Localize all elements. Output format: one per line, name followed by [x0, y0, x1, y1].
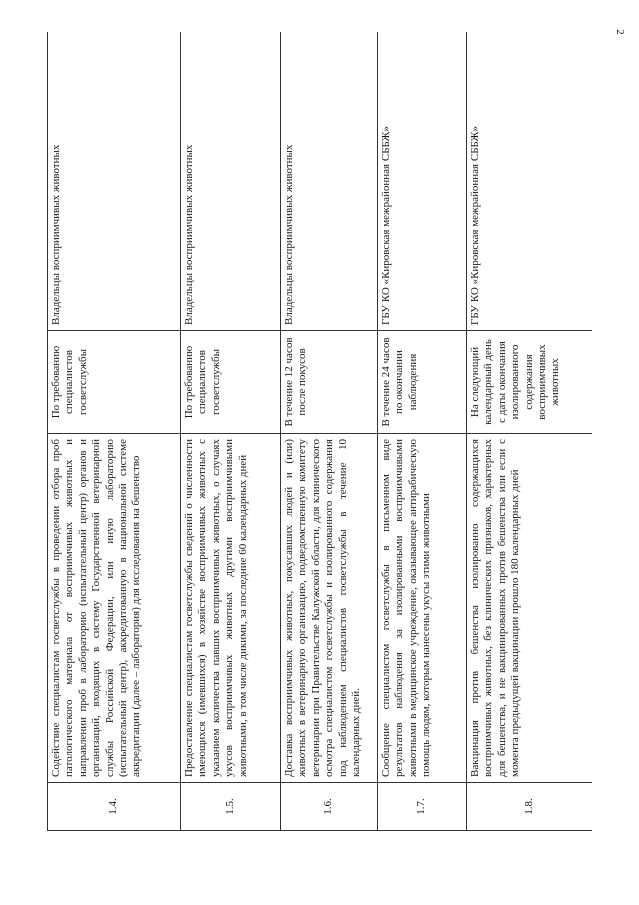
measure-description: Содействие специалистам госветслужбы в проведении отбора проб патологического материала от восприимчивых животных и направлении проб в лабораторию (испытательный центр) органов и организаций, входящих в систему Государственной ветеринарной службы Российской Федерации, или иную лабораторию (испытательный центр), аккредитованную в национальной системе аккредитации (далее – лаборатория) для исследования на бешенство [48, 434, 181, 783]
measure-responsible: Владельцы восприимчивых животных [181, 32, 281, 331]
measure-responsible: ГБУ КО «Кировская межрайонная СББЖ» [467, 32, 593, 331]
measure-responsible: Владельцы восприимчивых животных [281, 32, 378, 331]
measure-description: Предоставление специалистам госветслужбы сведений о численности имеющихся (имевшихся) в хозяйстве восприимчивых животных с указанием количества павших восприимчивых животных, о случаях укусов восприимчивых животных другими восприимчивыми животными, в том числе дикими, за последние 60 календарных дней [181, 434, 281, 783]
measure-term: На следующий календарный день с даты окончания изолированного содержания восприимчивых животных [467, 331, 593, 434]
row-number: 1.6. [281, 783, 378, 831]
table-row [48, 32, 181, 831]
row-number: 1.5. [181, 783, 281, 831]
measure-term: По требованию специалистов госветслужбы [48, 331, 181, 434]
table-row [378, 32, 467, 831]
measure-description: Вакцинация против бешенства изолированно содержащихся восприимчивых животных, без клинических признаков, характерных для бешенства, и не вакцинированных против бешенства или если с момента предыдущей вакцинации прошло 180 календарных дней [467, 434, 593, 783]
measure-responsible: Владельцы восприимчивых животных [48, 32, 181, 331]
row-number: 1.4. [48, 783, 181, 831]
measure-description: Сообщение специалистом госветслужбы в письменном виде результатов наблюдения за изолированными восприимчивыми животными в медицинское учреждение, оказывающее антирабическую помощь людям, которым нанесены укусы этими животными [378, 434, 467, 783]
measure-term: В течение 24 часов по окончании наблюдения [378, 331, 467, 434]
measures-table [47, 32, 592, 831]
measure-term: По требованию специалистов госветслужбы [181, 331, 281, 434]
rotated-table-viewport [47, 32, 592, 831]
rotated-table-wrapper [47, 32, 592, 831]
row-number: 1.8. [467, 783, 593, 831]
row-number: 1.7. [378, 783, 467, 831]
table-row [467, 32, 593, 831]
measure-description: Доставка восприимчивых животных, покусавших людей и (или) животных в ветеринарную организацию, подведомственную комитету ветеринарии при Правительстве Калужской области, для клинического осмотра специалистом госветслужбы и изолированного содержания под наблюдением специалистов госветслужбы в течение 10 календарных дней. [281, 434, 378, 783]
measure-term: В течение 12 часов после покусов [281, 331, 378, 434]
page-number: 2 [613, 29, 626, 35]
measure-responsible: ГБУ КО «Кировская межрайонная СББЖ» [378, 32, 467, 331]
table-row [181, 32, 281, 831]
table-row [281, 32, 378, 831]
